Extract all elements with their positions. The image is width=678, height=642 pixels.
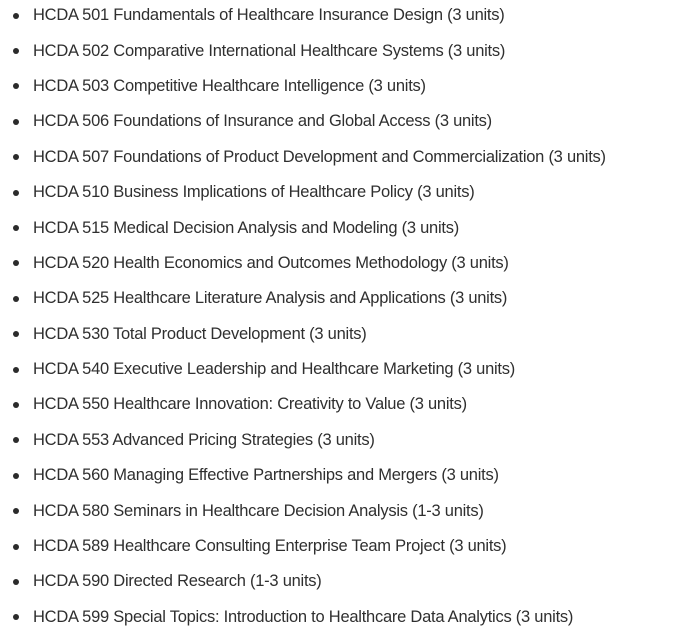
bullet-icon	[13, 119, 19, 125]
course-title: HCDA 590 Directed Research (1-3 units)	[33, 572, 322, 591]
bullet-icon	[13, 544, 19, 550]
bullet-icon	[13, 579, 19, 585]
course-title: HCDA 599 Special Topics: Introduction to Healthcare Data Analytics (3 units)	[33, 607, 574, 626]
list-item	[0, 317, 678, 352]
bullet-icon	[13, 13, 19, 19]
list-item	[0, 493, 678, 528]
course-title: HCDA 525 Healthcare Literature Analysis and Applications (3 units)	[33, 289, 508, 308]
bullet-icon	[13, 508, 19, 514]
list-item	[0, 529, 678, 564]
list-item	[0, 0, 678, 33]
bullet-icon	[13, 48, 19, 54]
course-title: HCDA 502 Comparative International Healthcare Systems (3 units)	[33, 41, 506, 60]
bullet-icon	[13, 260, 19, 266]
list-item	[0, 69, 678, 104]
bullet-icon	[13, 367, 19, 373]
list-item	[0, 33, 678, 68]
list-item	[0, 210, 678, 245]
bullet-icon	[13, 402, 19, 408]
course-title: HCDA 553 Advanced Pricing Strategies (3 units)	[33, 430, 375, 449]
list-item	[0, 175, 678, 210]
bullet-icon	[13, 154, 19, 160]
course-title: HCDA 515 Medical Decision Analysis and Modeling (3 units)	[33, 218, 459, 237]
course-title: HCDA 507 Foundations of Product Development and Commercialization (3 units)	[33, 147, 606, 166]
course-title: HCDA 510 Business Implications of Healthcare Policy (3 units)	[33, 183, 475, 202]
list-item	[0, 140, 678, 175]
bullet-icon	[13, 437, 19, 443]
course-title: HCDA 560 Managing Effective Partnerships and Mergers (3 units)	[33, 466, 499, 485]
course-title: HCDA 589 Healthcare Consulting Enterprise Team Project (3 units)	[33, 537, 507, 556]
course-title: HCDA 501 Fundamentals of Healthcare Insurance Design (3 units)	[33, 6, 505, 25]
bullet-icon	[13, 225, 19, 231]
bullet-icon	[13, 614, 19, 620]
list-item	[0, 246, 678, 281]
course-title: HCDA 580 Seminars in Healthcare Decision Analysis (1-3 units)	[33, 501, 484, 520]
list-item	[0, 352, 678, 387]
bullet-icon	[13, 296, 19, 302]
bullet-icon	[13, 331, 19, 337]
bullet-icon	[13, 473, 19, 479]
list-item	[0, 600, 678, 635]
course-title: HCDA 520 Health Economics and Outcomes Methodology (3 units)	[33, 253, 509, 272]
course-title: HCDA 506 Foundations of Insurance and Global Access (3 units)	[33, 112, 492, 131]
list-item	[0, 387, 678, 422]
list-item	[0, 104, 678, 139]
list-item	[0, 564, 678, 599]
list-item	[0, 423, 678, 458]
course-title: HCDA 540 Executive Leadership and Healthcare Marketing (3 units)	[33, 360, 516, 379]
bullet-icon	[13, 190, 19, 196]
bullet-icon	[13, 83, 19, 89]
course-title: HCDA 550 Healthcare Innovation: Creativity to Value (3 units)	[33, 395, 467, 414]
list-item	[0, 458, 678, 493]
list-item	[0, 281, 678, 316]
course-title: HCDA 503 Competitive Healthcare Intelligence (3 units)	[33, 76, 426, 95]
course-title: HCDA 530 Total Product Development (3 units)	[33, 324, 367, 343]
